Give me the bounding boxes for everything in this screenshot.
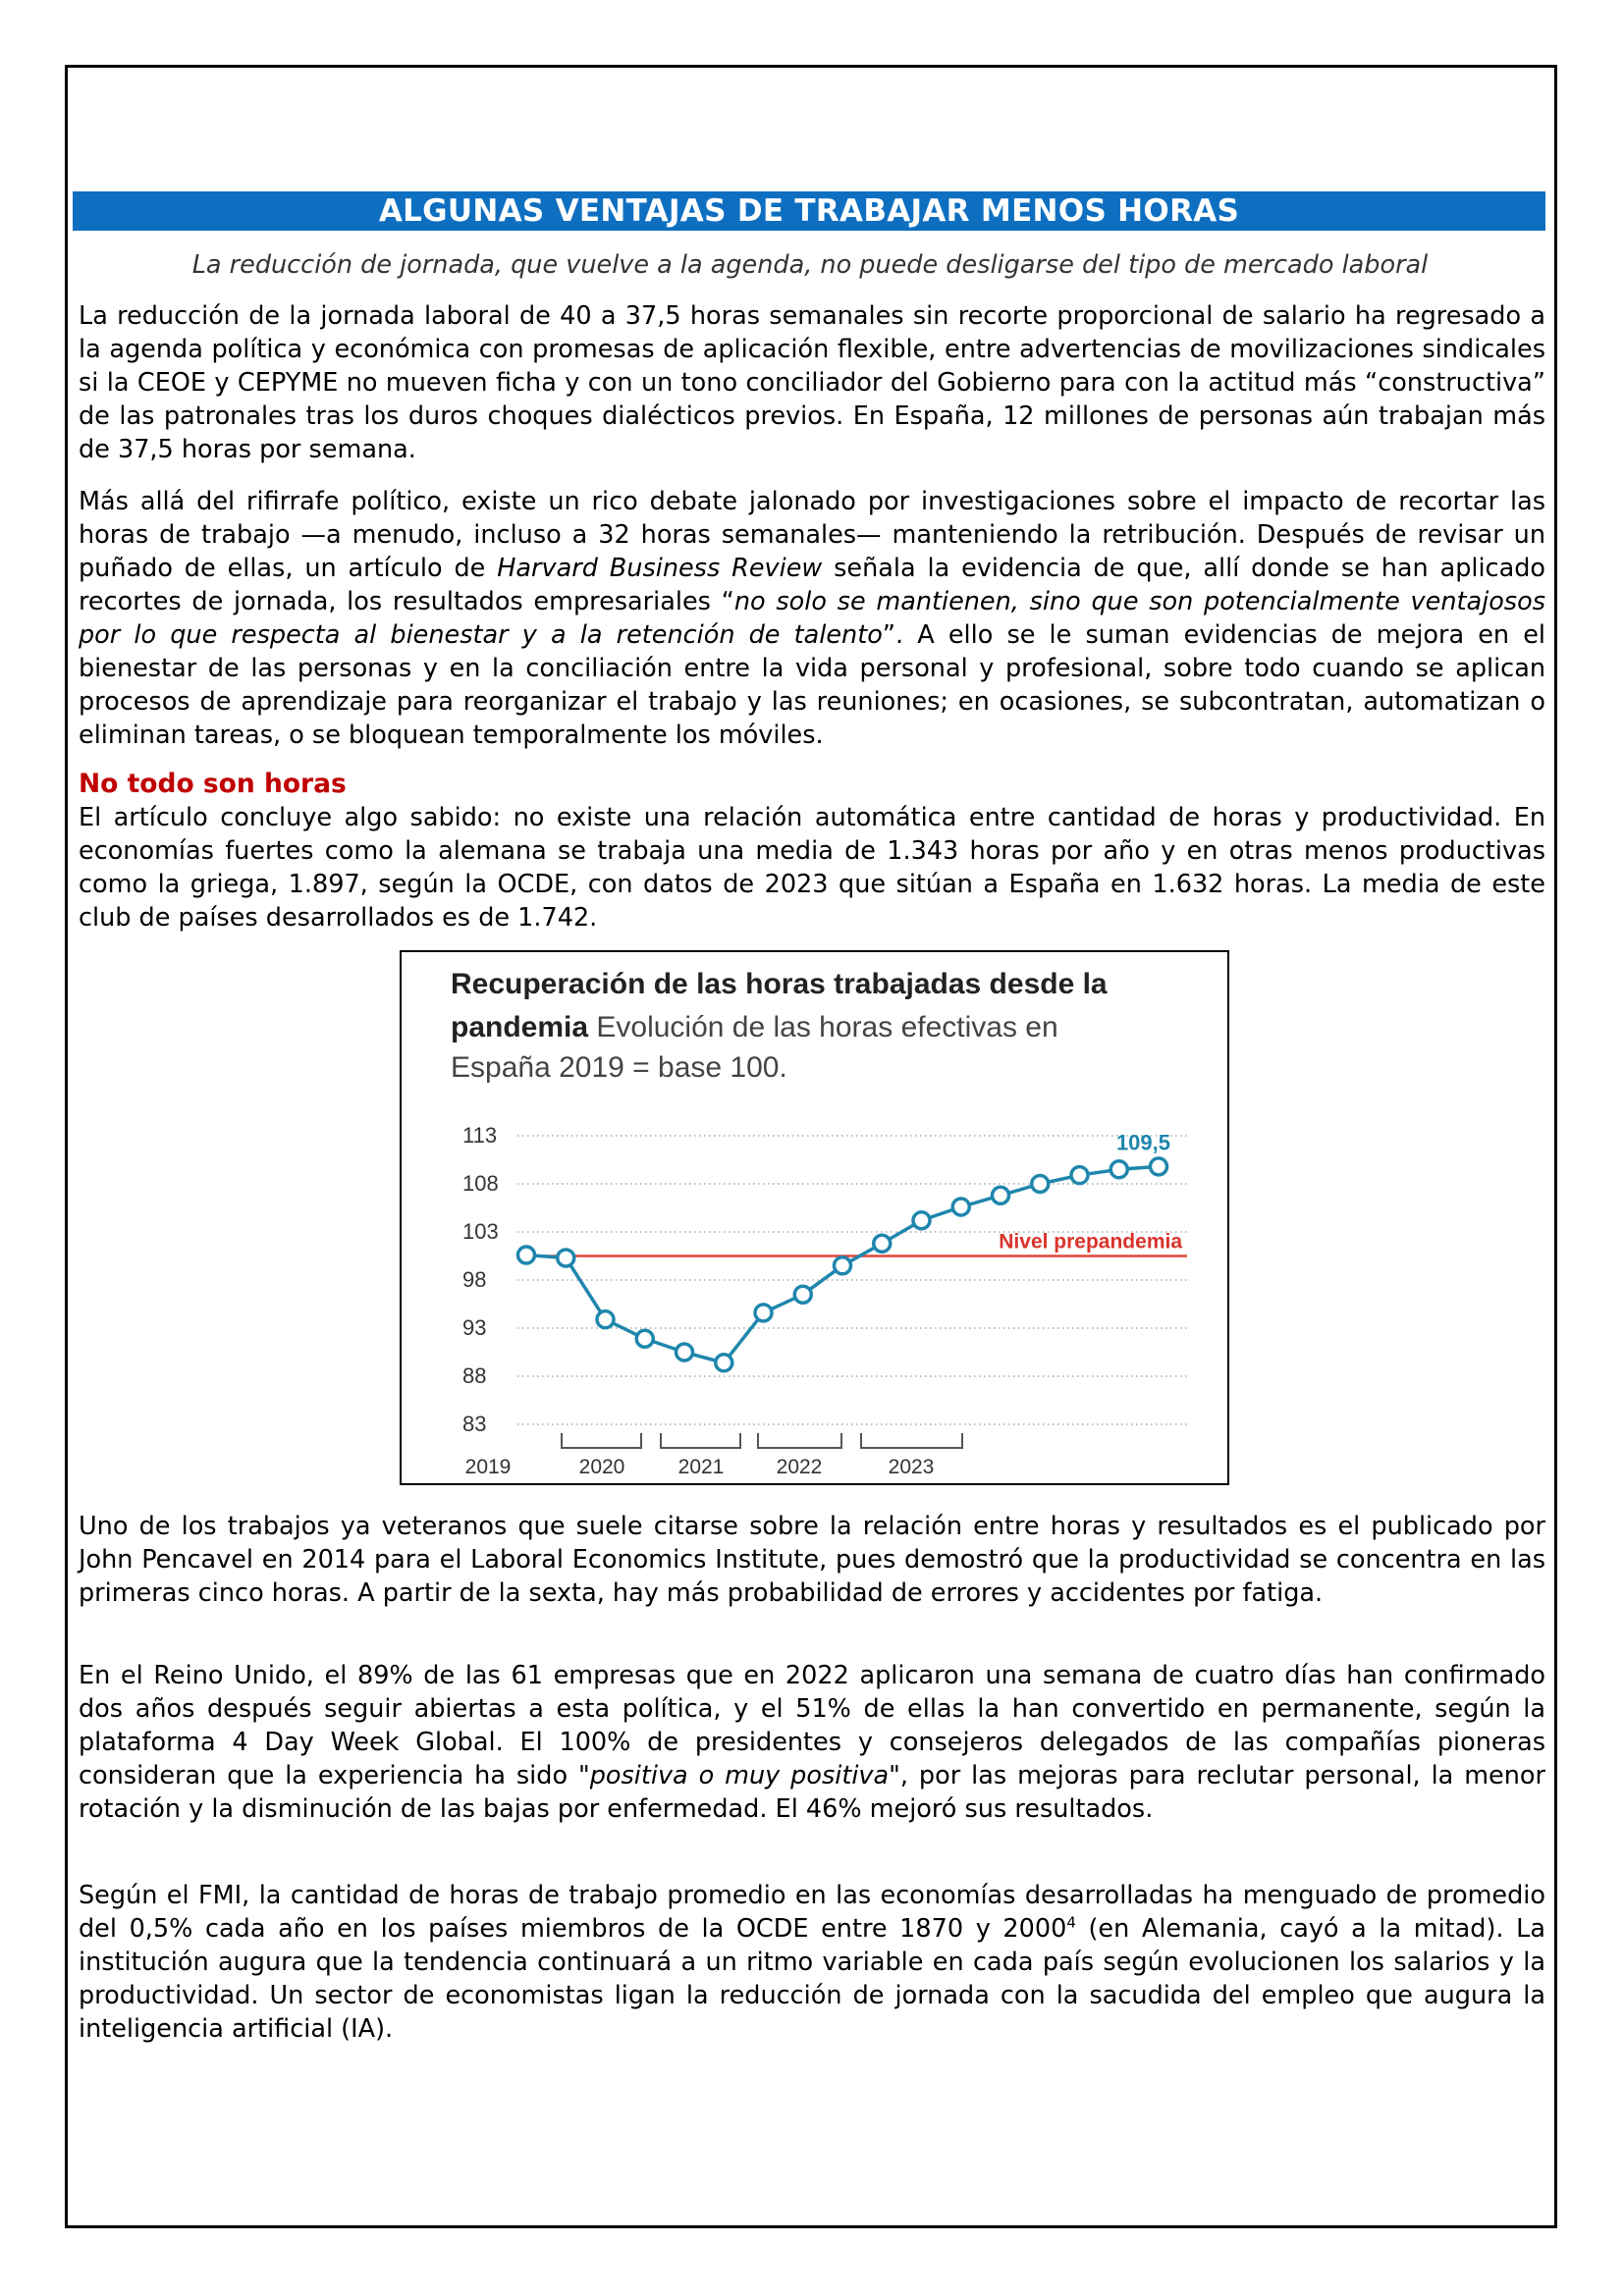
data-point <box>597 1311 614 1328</box>
data-point <box>518 1247 535 1263</box>
article-title: ALGUNAS VENTAJAS DE TRABAJAR MENOS HORAS <box>73 191 1545 231</box>
x-tick-label: 2019 <box>464 1456 512 1478</box>
paragraph-3: El artículo concluye algo sabido: no existe una relación automática entre cantidad de horas y productividad. En economías fuertes como la alemana se trabaja una media de 1.343 horas por año y en otras menos productivas como la griega, 1.897, según la OCDE, con datos de 2023 que sitúan a España en 1.632 horas. La media de este club de países desarrollados es de 1.742. <box>79 803 1545 933</box>
section-heading: No todo son horas <box>79 769 347 799</box>
data-point <box>716 1355 732 1371</box>
year-bracket <box>562 1433 641 1448</box>
footnote-marker: 4 <box>1066 1913 1076 1932</box>
y-tick-label: 108 <box>462 1171 499 1196</box>
y-tick-label: 103 <box>462 1219 499 1244</box>
y-tick-label: 98 <box>462 1267 487 1292</box>
data-point <box>558 1250 574 1266</box>
data-point <box>1110 1161 1127 1178</box>
end-value-label: 109,5 <box>1115 1130 1170 1155</box>
reference-label: Nivel prepandemia <box>999 1230 1182 1254</box>
chart-title-line-2 <box>451 1011 1058 1043</box>
publication-name: Harvard Business Review <box>497 554 823 583</box>
chart-figure <box>400 950 1229 1485</box>
paragraph-6-text-a: Según el FMI, la cantidad de horas de trabajo promedio en las economías desarrolladas ha menguado de promedio del 0,5% cada año en los países miembros de la OCDE entre 1870 y 2000 <box>79 1881 1545 1944</box>
data-point <box>677 1344 693 1361</box>
paragraph-2-text-a: Más allá del rifirrafe político, existe un rico debate jalonado por investigaciones sobre el impacto de recortar las horas de trabajo —a menudo, incluso a 32 horas semanales— manteniendo la retribución. Después de revisar un puñado de ellas, un artículo de <box>79 487 1545 583</box>
quoted-finding: no solo se mantienen, sino que son potencialmente ventajosos por lo que respecta al bienestar y a la retención de talento <box>79 587 1545 650</box>
paragraph-6-text-b: (en Alemania, cayó a la mitad). La institución augura que la tendencia continuará a un ritmo variable en cada país según evolucionen los salarios y la productividad. Un sector de economistas ligan la reducción de jornada con la sacudida del empleo que augura la inteligencia artificial (IA). <box>79 1914 1545 2044</box>
article-subtitle: La reducción de jornada, que vuelve a la agenda, no puede desligarse del tipo de mercado laboral <box>191 250 1429 280</box>
paragraph-2 <box>79 485 1545 752</box>
data-point <box>1151 1158 1167 1175</box>
data-point <box>1032 1176 1049 1193</box>
paragraph-2-text-c: señala la evidencia de que, allí donde se han aplicado recortes de jornada, los resultados empresariales “ <box>79 554 1545 616</box>
y-tick-label: 113 <box>462 1123 498 1148</box>
chart-title-bold-pandemia: pandemia <box>451 1011 589 1043</box>
quoted-assessment: positiva o muy positiva <box>589 1761 890 1790</box>
x-axis <box>465 1433 962 1478</box>
y-tick-label: 88 <box>462 1363 487 1388</box>
y-tick-label: 93 <box>462 1315 487 1340</box>
y-axis-ticks <box>462 1123 499 1436</box>
paragraph-5-text-c: ", por las mejoras para reclutar personal, la menor rotación y la disminución de las bajas por enfermedad. El 46% mejoró sus resultados. <box>79 1761 1545 1824</box>
paragraph-5 <box>79 1659 1545 1826</box>
data-point <box>636 1330 653 1347</box>
data-point <box>835 1257 851 1274</box>
hours-chart <box>402 952 1227 1483</box>
data-point <box>874 1235 891 1252</box>
year-bracket <box>861 1433 962 1448</box>
data-point <box>794 1286 811 1303</box>
reference-line-group <box>517 1231 1187 1256</box>
x-tick-label: 2023 <box>888 1456 935 1478</box>
year-bracket <box>758 1433 841 1448</box>
x-tick-label: 2022 <box>776 1456 823 1478</box>
paragraph-5-text-a: En el Reino Unido, el 89% de las 61 empresas que en 2022 aplicaron una semana de cuatro días han confirmado dos años después seguir abiertas a esta política, y el 51% de ellas la han convertido en permanente, según la plataforma 4 Day Week Global. El 100% de presidentes y consejeros delegados de las compañías pioneras consideran que la experiencia ha sido " <box>79 1661 1545 1790</box>
y-tick-label: 83 <box>462 1412 487 1436</box>
year-bracket <box>661 1433 740 1448</box>
data-point <box>993 1187 1009 1203</box>
paragraph-1: La reducción de la jornada laboral de 40 a 37,5 horas semanales sin recorte proporcional de salario ha regresado a la agenda política y económica con promesas de aplicación flexible, entre advertencias de movilizaciones sindicales si la CEOE y CEPYME no mueven ficha y con un tono conciliador del Gobierno para con la actitud más “constructiva” de las patronales tras los duros choques dialécticos previos. En España, 12 millones de personas aún trabajan más de 37,5 horas por semana. <box>79 301 1545 464</box>
x-tick-label: 2020 <box>578 1456 625 1478</box>
x-tick-label: 2021 <box>677 1456 725 1478</box>
data-point <box>1071 1167 1088 1184</box>
chart-subtitle-line-2: España 2019 = base 100. <box>451 1051 787 1084</box>
chart-subtitle-part-1: Evolución de las horas efectivas en <box>588 1011 1058 1043</box>
data-point <box>913 1212 930 1229</box>
data-point <box>952 1199 969 1215</box>
chart-title-line-1: Recuperación de las horas trabajadas desde la <box>451 968 1108 1000</box>
paragraph-6 <box>79 1879 1545 2046</box>
data-point <box>755 1305 772 1321</box>
paragraph-4: Uno de los trabajos ya veteranos que suele citarse sobre la relación entre horas y resultados es el publicado por John Pencavel en 2014 para el Laboral Economics Institute, pues demostró que la productividad se concentra en las primeras cinco horas. A partir de la sexta, hay más probabilidad de errores y accidentes por fatiga. <box>79 1512 1545 1608</box>
paragraph-2-text-e: ”. A ello se le suman evidencias de mejora en el bienestar de las personas y en la conciliación entre la vida personal y profesional, sobre todo cuando se aplican procesos de aprendizaje para reorganizar el trabajo y las reuniones; en ocasiones, se subcontratan, automatizan o eliminan tareas, o se bloquean temporalmente los móviles. <box>79 620 1545 750</box>
